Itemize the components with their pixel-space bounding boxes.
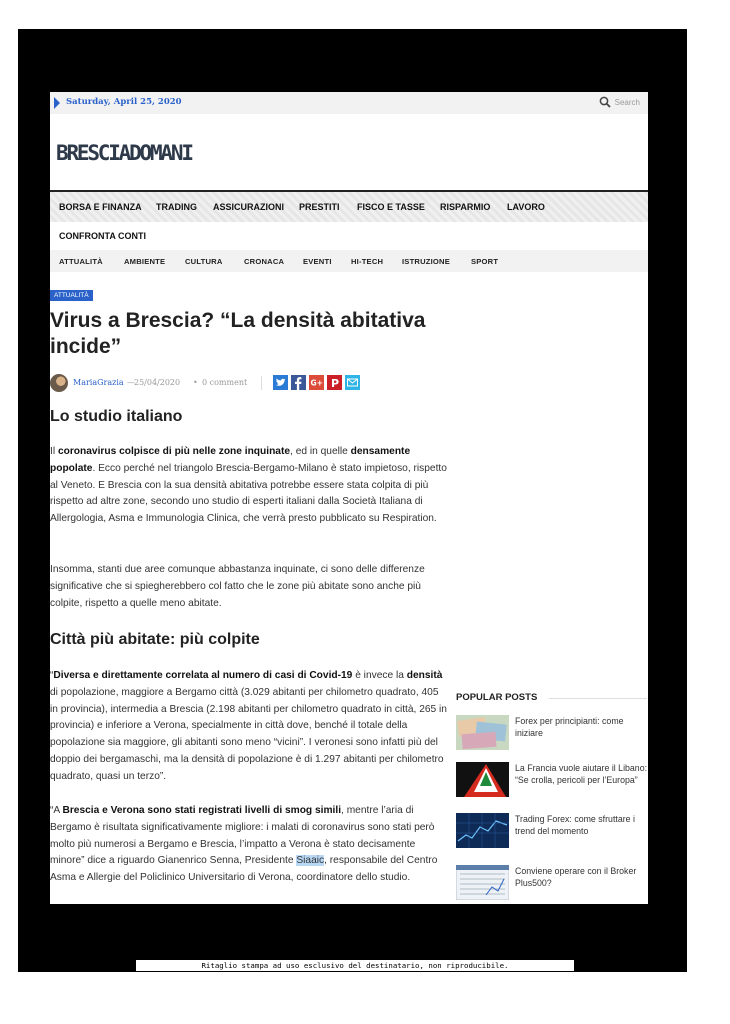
popular-post-title[interactable]: La Francia vuole aiutare il Libano: “Se crolla, pericoli per l’Europa”: [515, 763, 648, 785]
subnav-ambiente[interactable]: AMBIENTE: [124, 257, 166, 266]
paragraph-1: Il coronavirus colpisce di più nelle zone inquinate, ed in quelle densamente popolate. Ecco perché nel triangolo Brescia-Bergamo-Milano è stato impietoso, rispetto al Veneto. E Brescia con la sua densità abitativa potrebbe essere stata colpita di più rispetto ad altre zone, secondo uno studio di esperti italiani dalla Società Italiana di Allergologia, Asma e Immunologia Clinica, che verrà presto pubblicato su Respiration.: [50, 446, 447, 525]
current-date: Saturday, April 25, 2020: [66, 97, 182, 107]
nav-confronta-conti[interactable]: CONFRONTA CONTI: [59, 231, 146, 241]
facebook-icon[interactable]: [291, 375, 306, 390]
web-page: [50, 92, 648, 904]
googleplus-icon[interactable]: [309, 375, 324, 390]
section-heading-1: Lo studio italiano: [50, 408, 183, 425]
article-title: Virus a Brescia? “La densità abitativa incide”: [50, 309, 426, 358]
main-nav-row-2: [50, 222, 648, 250]
pinterest-icon[interactable]: [327, 375, 342, 390]
subnav-cultura[interactable]: CULTURA: [185, 257, 223, 266]
logo-text: BRESCIADOMANI: [56, 141, 192, 165]
subnav-istruzione[interactable]: ISTRUZIONE: [402, 257, 450, 266]
meta-divider: [261, 376, 262, 390]
siaaic-highlight: Siaaic: [296, 855, 325, 867]
nav-borsa-finanza[interactable]: BORSA E FINANZA: [59, 202, 142, 212]
date-marker-icon: [54, 97, 60, 109]
popular-post[interactable]: [456, 865, 648, 904]
subnav-hi-tech[interactable]: HI-TECH: [351, 257, 384, 266]
site-logo[interactable]: [56, 138, 196, 166]
subnav-attualita[interactable]: ATTUALITÀ: [59, 257, 103, 266]
nav-lavoro[interactable]: LAVORO: [507, 202, 545, 212]
email-icon[interactable]: [345, 375, 360, 390]
popular-post-title[interactable]: Trading Forex: come sfruttare i trend del momento: [515, 814, 635, 836]
svg-text:P: P: [331, 377, 340, 390]
search-box[interactable]: [599, 96, 640, 108]
article-meta: [50, 374, 380, 392]
meta-separator: —: [127, 378, 135, 387]
meta-dot: •: [193, 378, 198, 387]
broker-platform-thumbnail[interactable]: [456, 865, 509, 900]
popular-post[interactable]: [456, 715, 648, 755]
nav-trading[interactable]: TRADING: [156, 202, 197, 212]
clipping-notice: Ritaglio stampa ad uso esclusivo del destinatario, non riproducibile.: [136, 960, 574, 971]
popular-posts-title: POPULAR POSTS: [456, 692, 538, 703]
popular-post-title[interactable]: Conviene operare con il Broker Plus500?: [515, 866, 637, 888]
search-icon[interactable]: [599, 96, 611, 108]
nav-prestiti[interactable]: PRESTITI: [299, 202, 340, 212]
forex-banknotes-thumbnail[interactable]: [456, 715, 509, 750]
publish-date: 25/04/2020: [134, 378, 181, 387]
paragraph-4: “A Brescia e Verona sono stati registrati livelli di smog simili, mentre l’aria di Bergamo è risultata significativamente migliore: i malati di coronavirus sono stati però molto più numerosi a Bergamo e Brescia, l’impatto a Verona è stato decisamente minore” dice a riguardo Gianenrico Senna, Presidente Siaaic, responsabile del Centro Asma e Allergie del Policlinico Universitario di Verona, coordinatore dello studio.: [50, 805, 438, 884]
popular-posts-divider: [549, 698, 647, 699]
twitter-icon[interactable]: [273, 375, 288, 390]
nav-risparmio[interactable]: RISPARMIO: [440, 202, 491, 212]
section-heading-2: Città più abitate: più colpite: [50, 631, 260, 648]
sub-nav: [50, 250, 648, 272]
top-bar: [50, 92, 648, 114]
paragraph-2: Insomma, stanti due aree comunque abbastanza inquinate, ci sono delle differenze significative che si spiegherebbero col fatto che le zone più abitate sono anche più colpite, rispetto a quelle meno abitate.: [50, 564, 425, 609]
svg-text:G+: G+: [310, 378, 323, 388]
subnav-cronaca[interactable]: CRONACA: [244, 257, 285, 266]
subnav-eventi[interactable]: EVENTI: [303, 257, 332, 266]
subnav-sport[interactable]: SPORT: [471, 257, 499, 266]
search-input[interactable]: Search: [614, 97, 640, 107]
main-nav: [50, 190, 648, 222]
trading-chart-thumbnail[interactable]: [456, 813, 509, 848]
lebanon-flag-thumbnail[interactable]: [456, 762, 509, 797]
comments-link[interactable]: 0 comment: [202, 378, 248, 387]
nav-fisco-tasse[interactable]: FISCO E TASSE: [357, 202, 425, 212]
author-link[interactable]: MariaGrazia: [73, 378, 124, 387]
popular-post[interactable]: [456, 813, 648, 853]
popular-post[interactable]: [456, 762, 648, 802]
popular-post-title[interactable]: Forex per principianti: come iniziare: [515, 716, 624, 738]
nav-assicurazioni[interactable]: ASSICURAZIONI: [213, 202, 285, 212]
category-badge[interactable]: ATTUALITÀ: [50, 290, 93, 301]
author-avatar[interactable]: [50, 374, 68, 392]
paragraph-3: “Diversa e direttamente correlata al numero di casi di Covid-19 è invece la densità di popolazione, maggiore a Bergamo città (3.029 abitanti per chilometro quadrato, 405 in provincia), intermedia a Brescia (2.198 abitanti per chilometro quadrato in città, 265 in provincia) e inferiore a Verona, specialmente in città dove, benché il totale della popolazione sia maggiore, gli abitanti sono meno “vicini”. I veronesi sono infatti più del doppio dei bergamaschi, ma la densità di popolazione è di 1.297 abitanti per chilometro quadrato, quasi un terzo”.: [50, 670, 447, 782]
